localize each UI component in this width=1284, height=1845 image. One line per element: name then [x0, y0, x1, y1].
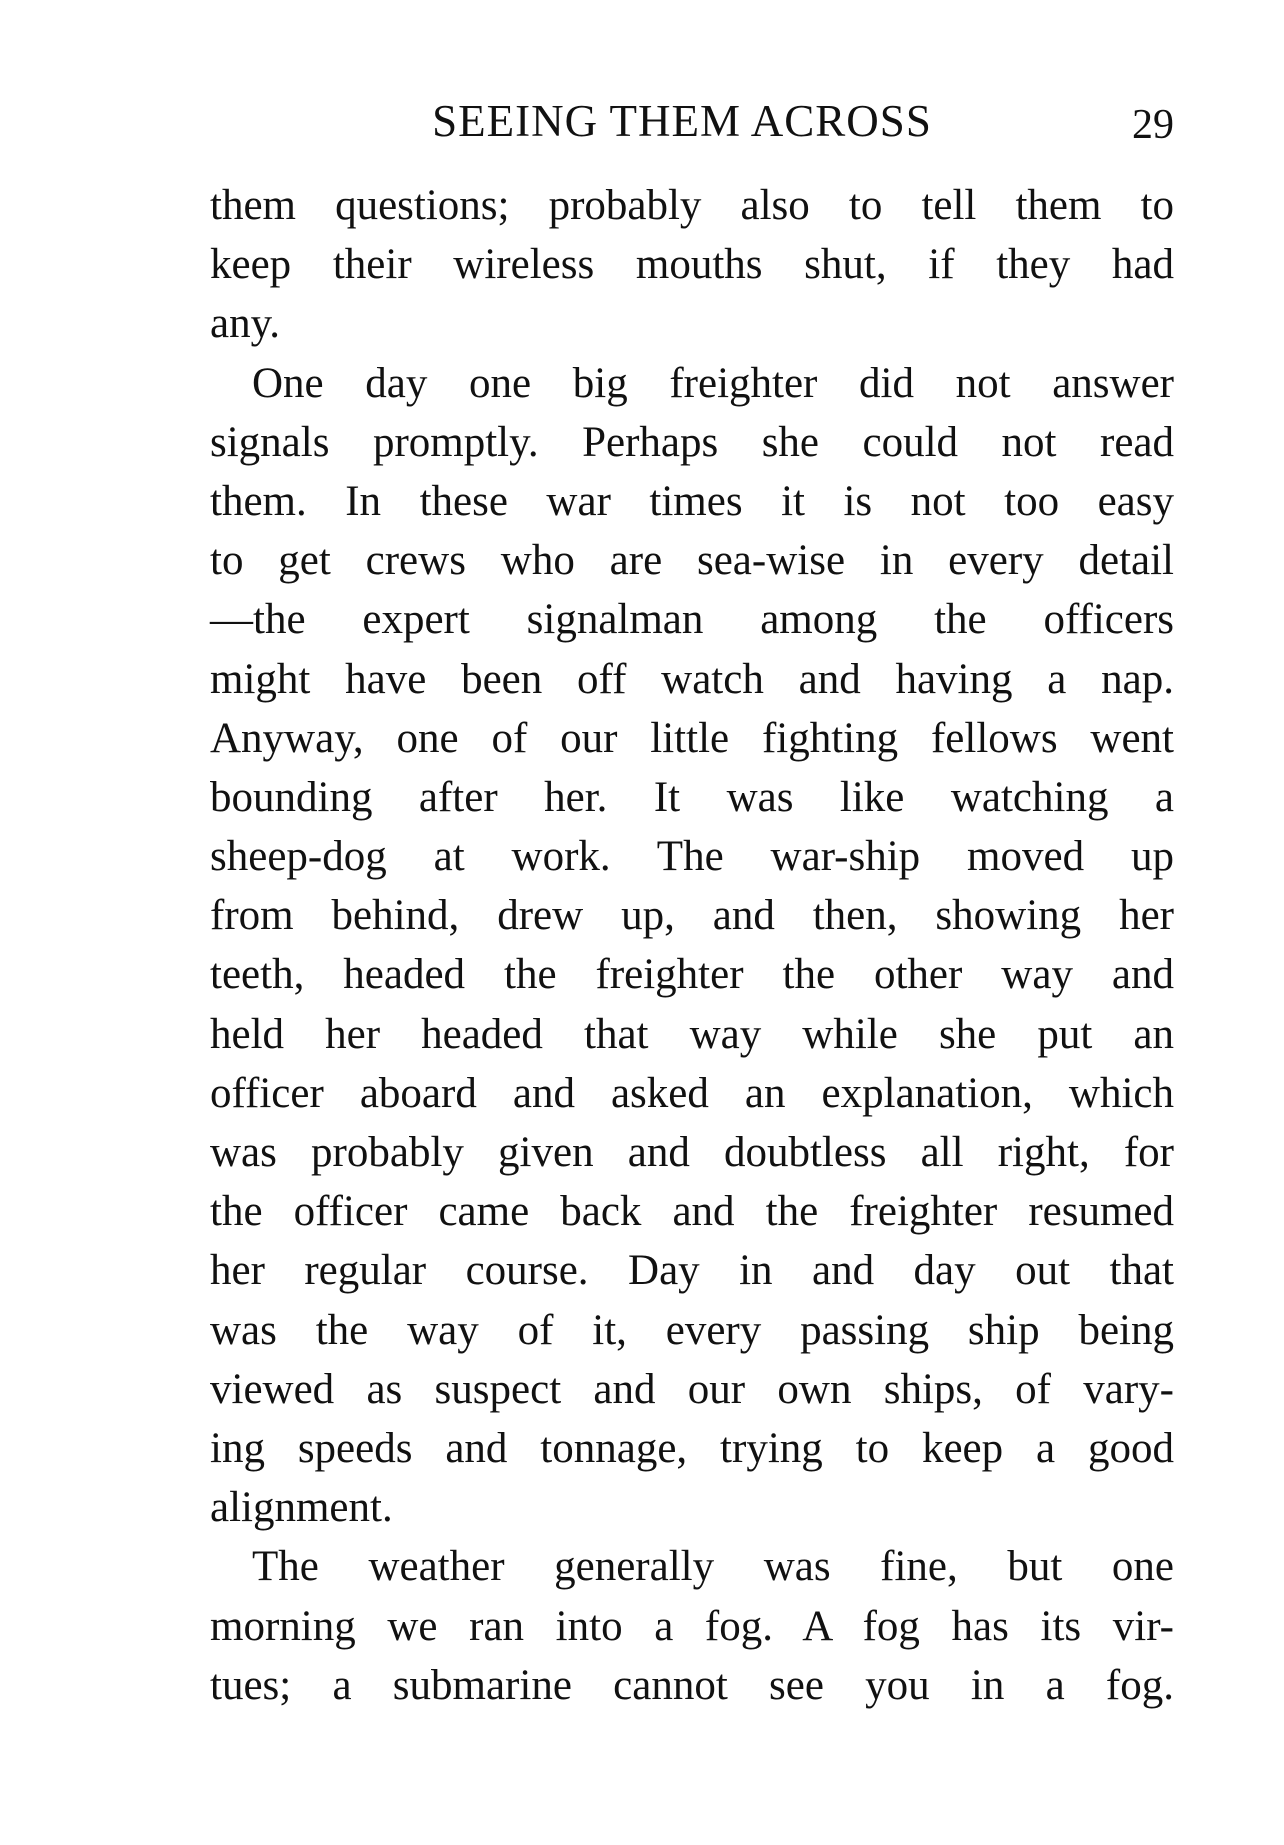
text-line: keep their wireless mouths shut, if they had: [210, 241, 1174, 289]
text-line: them. In these war times it is not too easy: [210, 477, 1174, 525]
page-number: 29: [1132, 102, 1174, 148]
running-head: [210, 86, 1174, 156]
text-line: ing speeds and tonnage, trying to keep a good: [210, 1424, 1174, 1472]
text-line: One day one big freighter did not answer: [252, 359, 1174, 407]
text-line: them questions; probably also to tell them to: [210, 182, 1174, 229]
text-line: her regular course. Day in and day out that: [210, 1247, 1174, 1295]
text-line: viewed as suspect and our own ships, of vary-: [210, 1365, 1174, 1413]
text-line: The weather generally was fine, but one: [252, 1543, 1174, 1591]
text-line: might have been off watch and having a nap.: [210, 655, 1174, 703]
text-line: the officer came back and the freighter resumed: [210, 1188, 1174, 1236]
text-line: signals promptly. Perhaps she could not read: [210, 418, 1174, 466]
text-line: Anyway, one of our little fighting fellows went: [210, 714, 1174, 762]
text-line: to get crews who are sea-wise in every detail: [210, 537, 1174, 585]
text-line: teeth, headed the freighter the other way and: [210, 951, 1174, 999]
text-line: bounding after her. It was like watching a: [210, 773, 1174, 821]
text-line: sheep-dog at work. The war-ship moved up: [210, 833, 1174, 881]
text-line: was the way of it, every passing ship being: [210, 1306, 1174, 1354]
text-line: was probably given and doubtless all right, for: [210, 1129, 1174, 1176]
body-text: [210, 176, 1174, 1715]
text-line: morning we ran into a fog. A fog has its vir-: [210, 1602, 1174, 1650]
text-line: alignment.: [210, 1484, 393, 1532]
text-line: —the expert signalman among the officers: [210, 596, 1174, 644]
text-line: officer aboard and asked an explanation, which: [210, 1069, 1174, 1117]
running-title: SEEING THEM ACROSS: [432, 96, 932, 146]
text-line: from behind, drew up, and then, showing her: [210, 892, 1174, 940]
text-line: tues; a submarine cannot see you in a fog.: [210, 1661, 1174, 1709]
text-line: held her headed that way while she put an: [210, 1010, 1174, 1058]
text-line: any.: [210, 300, 281, 348]
